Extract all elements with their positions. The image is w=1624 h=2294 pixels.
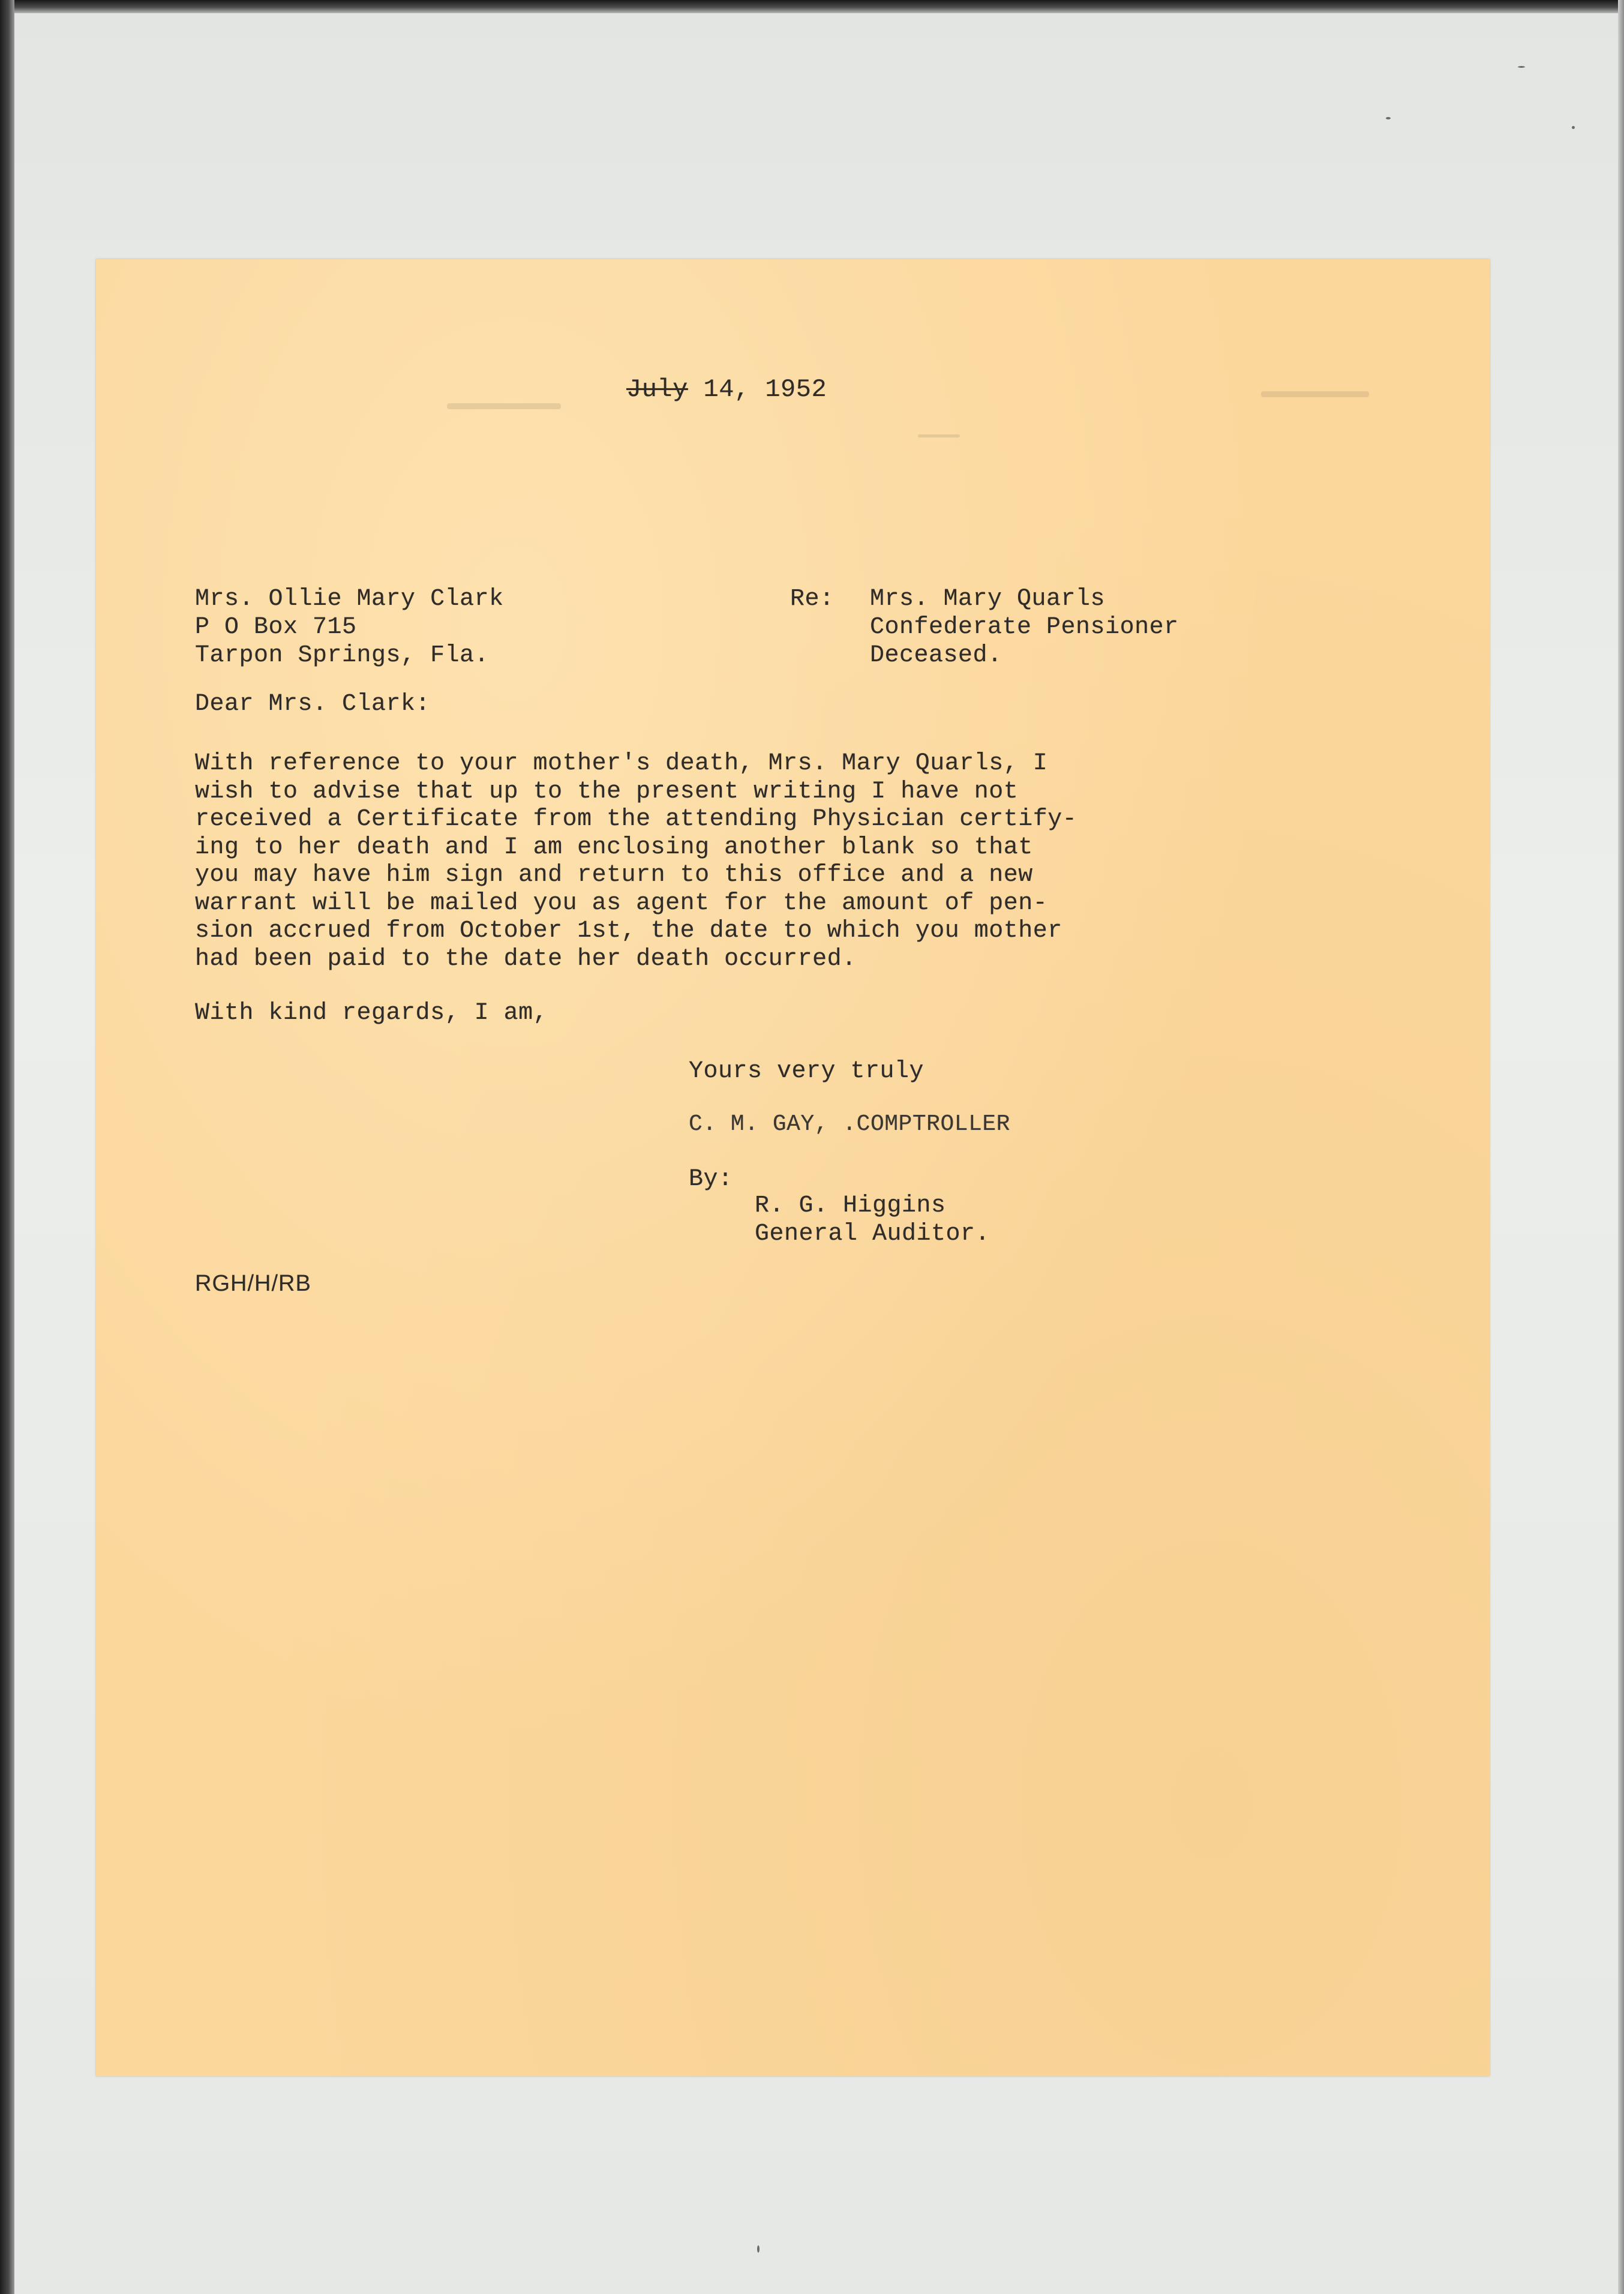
addressee-line: P O Box 715 <box>195 614 357 641</box>
paper-mark <box>1261 391 1369 397</box>
salutation: Dear Mrs. Clark: <box>195 691 431 718</box>
re-block <box>870 585 1179 670</box>
signature-by: By: <box>689 1166 733 1193</box>
body-line: With reference to your mother's death, Mrs. Mary Quarls, I <box>195 750 1048 777</box>
addressee-block <box>195 585 504 670</box>
struck-month: July <box>626 375 688 404</box>
complimentary-close: Yours very truly <box>689 1058 924 1085</box>
addressee-line: Tarpon Springs, Fla. <box>195 642 490 669</box>
body-line: warrant will be mailed you as agent for the amount of pen- <box>195 889 1048 917</box>
body-line: received a Certificate from the attending Physician certify- <box>195 806 1077 833</box>
scan-speck <box>1518 66 1525 68</box>
scan-left-edge <box>0 0 14 2294</box>
reference-initials: RGH/H/RB <box>195 1271 311 1296</box>
letter-page <box>96 259 1490 2076</box>
paper-mark <box>447 403 561 409</box>
body-paragraph <box>195 750 1077 973</box>
body-line: ing to her death and I am enclosing another blank so that <box>195 833 1033 861</box>
addressee-line: Mrs. Ollie Mary Clark <box>195 586 504 613</box>
scan-speck <box>1572 126 1575 129</box>
signature-office: C. M. GAY, .COMPTROLLER <box>689 1111 1010 1137</box>
paper-mark <box>918 434 960 437</box>
re-label: Re: <box>790 586 834 613</box>
scan-right-edge <box>1618 0 1624 2294</box>
body-line: you may have him sign and return to this office and a new <box>195 862 1033 889</box>
re-line: Mrs. Mary Quarls <box>870 586 1106 613</box>
date-day-year: 14, 1952 <box>688 375 827 404</box>
body-line: sion accrued from October 1st, the date to which you mother <box>195 917 1062 944</box>
signer-block <box>755 1192 990 1248</box>
re-line: Deceased. <box>870 642 1002 669</box>
closing-line: With kind regards, I am, <box>195 1000 548 1027</box>
body-line: had been paid to the date her death occurred. <box>195 945 857 973</box>
body-line: wish to advise that up to the present writing I have not <box>195 778 1019 805</box>
scan-speck <box>1386 117 1391 119</box>
scan-speck <box>757 2245 760 2253</box>
signer-title: General Auditor. <box>755 1221 990 1248</box>
scan-top-edge <box>0 0 1624 13</box>
letter-date <box>626 376 827 404</box>
re-line: Confederate Pensioner <box>870 614 1179 641</box>
signer-name: R. G. Higgins <box>755 1192 946 1219</box>
